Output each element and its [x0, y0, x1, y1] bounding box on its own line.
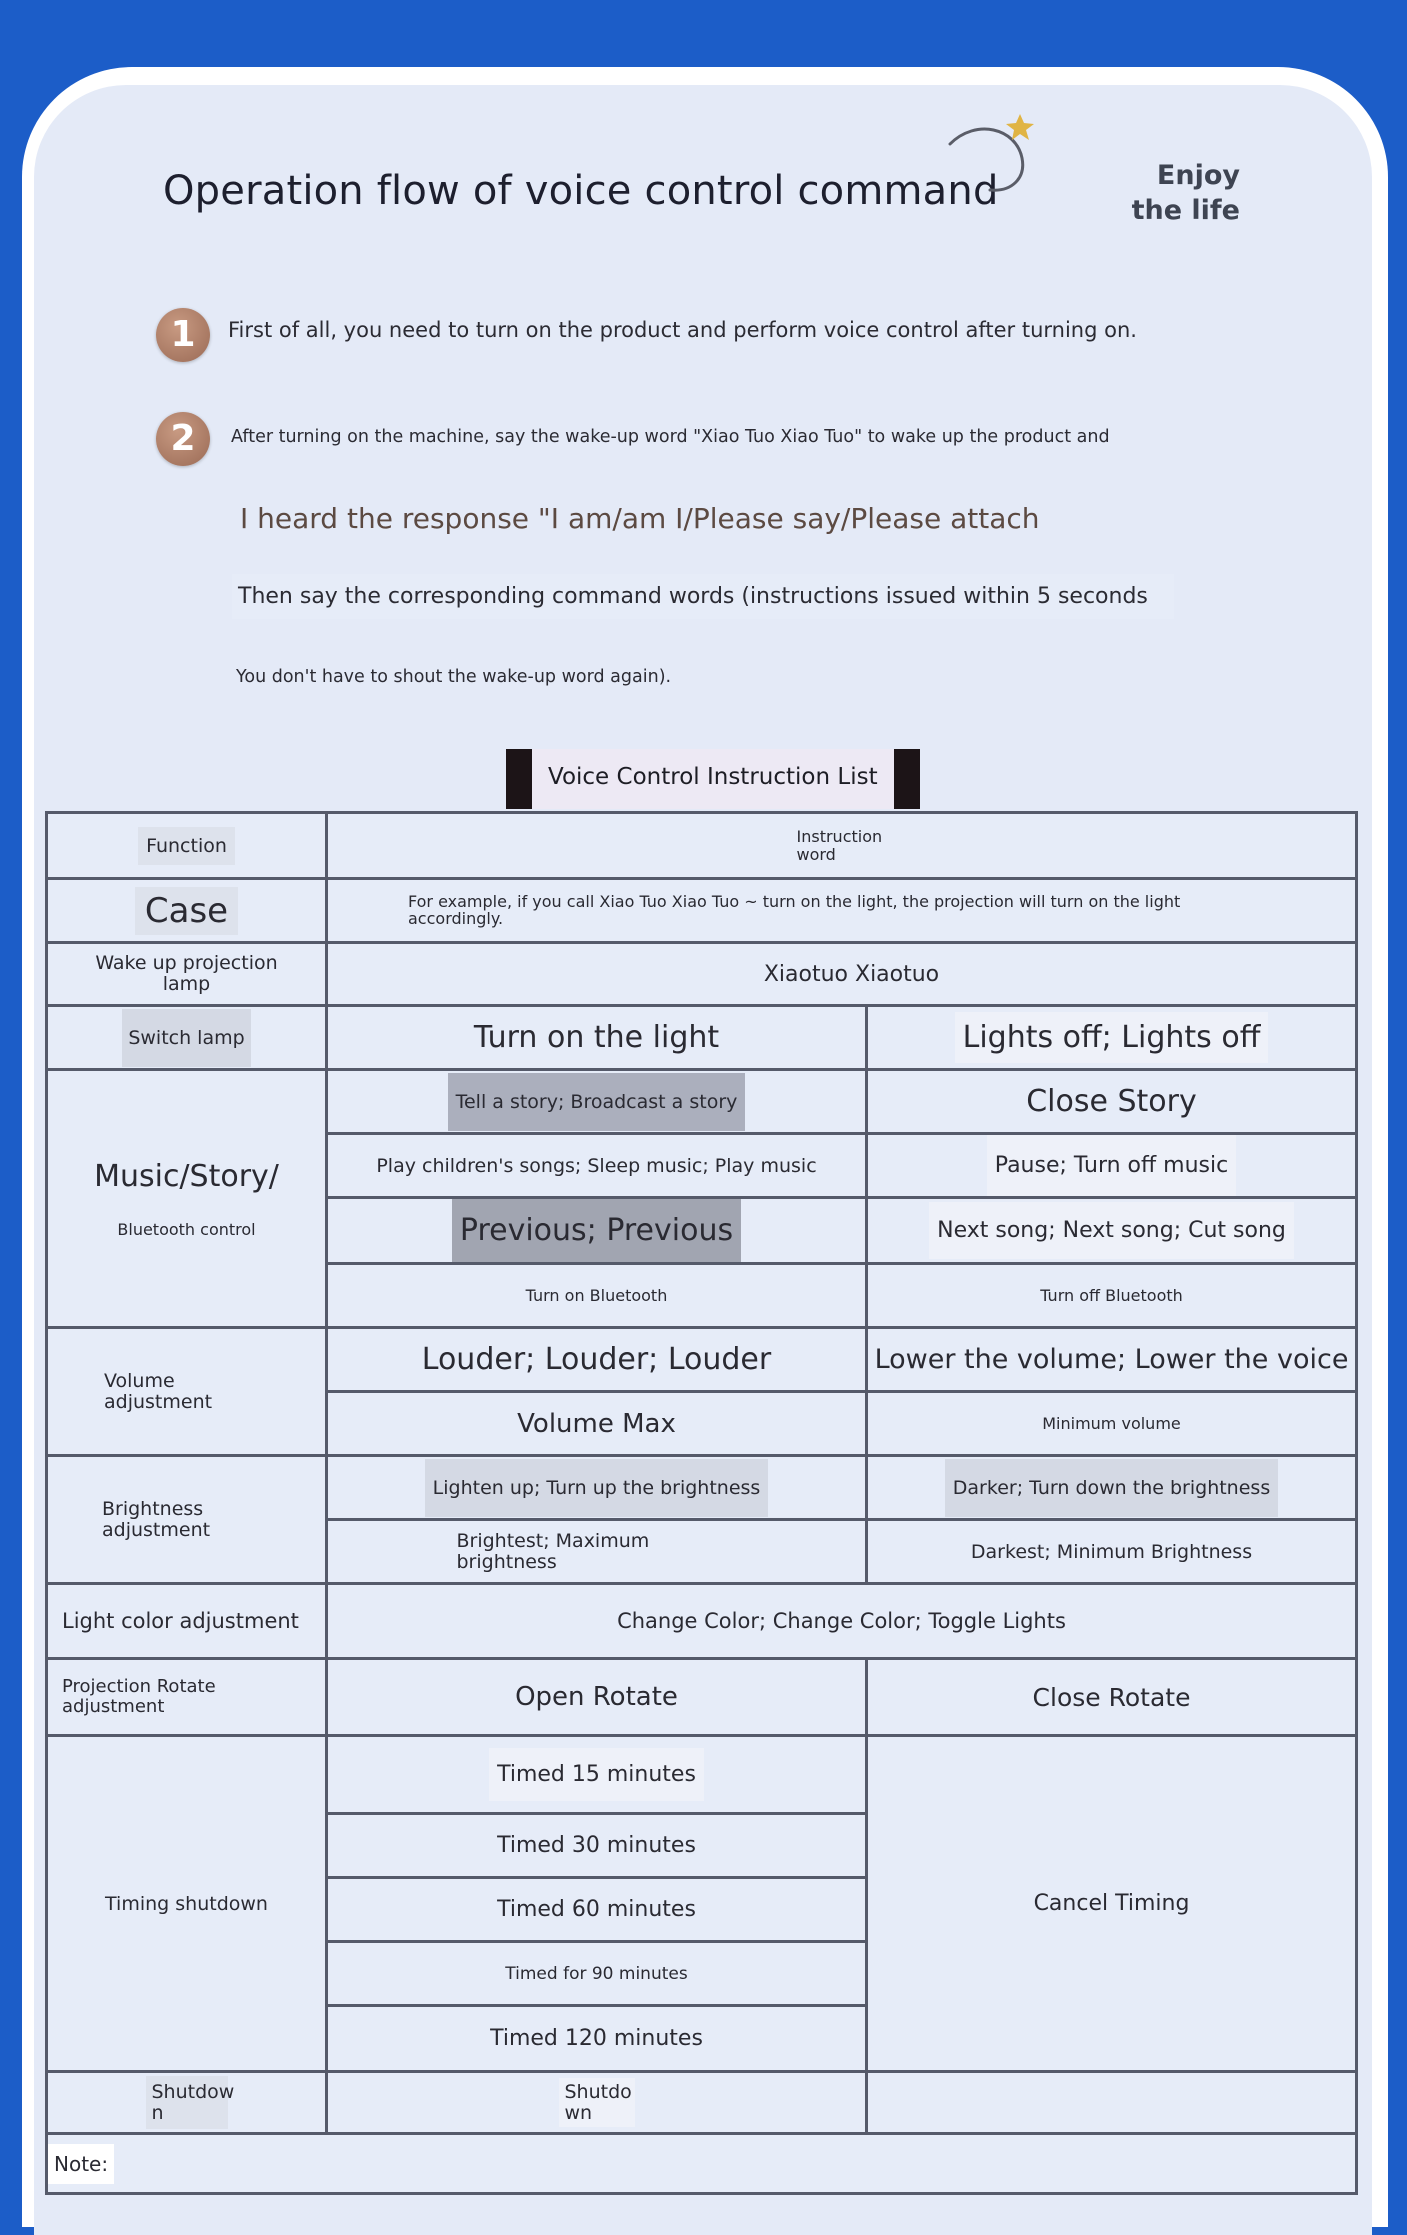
music-cmd-cell — [327, 1264, 867, 1328]
timing-option: Timed 15 minutes — [489, 1748, 704, 1801]
shutdown-word: Shutdo wn — [559, 2078, 635, 2128]
table-row-shutdown — [47, 2072, 1357, 2134]
music-cmd: Previous; Previous — [452, 1199, 741, 1262]
shutdown-function: Shutdow n — [146, 2076, 228, 2130]
timing-option-cell — [327, 1942, 867, 2006]
switch-lamp-function-cell — [47, 1006, 327, 1070]
case-label: Case — [135, 887, 238, 935]
light-color-word: Change Color; Change Color; Toggle Lights — [617, 1609, 1066, 1633]
timing-cancel: Cancel Timing — [1033, 1891, 1190, 1916]
music-cmd-off-cell — [867, 1134, 1357, 1198]
music-cmd: Turn on Bluetooth — [525, 1286, 668, 1305]
volume-cmd: Louder; Louder; Louder — [421, 1342, 772, 1377]
music-cmd-off: Turn off Bluetooth — [1040, 1286, 1183, 1305]
instruction-list-title — [506, 749, 920, 809]
header-function-cell — [47, 813, 327, 879]
timing-option-cell — [327, 2006, 867, 2072]
volume-cmd-cell — [327, 1328, 867, 1392]
table-row-timing-1 — [47, 1736, 1357, 1814]
switch-lamp-function: Switch lamp — [122, 1009, 250, 1067]
instruction-table — [45, 811, 1358, 2195]
note-label: Note: — [48, 2144, 114, 2184]
title-bar-left — [506, 749, 532, 809]
table-row-case — [47, 879, 1357, 943]
music-function-cell — [47, 1070, 327, 1328]
music-function-line-1: Music/Story/ — [94, 1158, 279, 1194]
header-function: Function — [138, 827, 235, 865]
table-row-music-1 — [47, 1070, 1357, 1134]
rotate-function-cell — [47, 1659, 327, 1736]
music-cmd-off-cell — [867, 1198, 1357, 1264]
brightness-cmd: Brightest; Maximum brightness — [456, 1529, 650, 1573]
step-1-text: First of all, you need to turn on the product and perform voice control after turning on. — [228, 318, 1137, 342]
step-1-badge: 1 — [156, 308, 210, 362]
case-label-cell — [47, 879, 327, 943]
rotate-open: Open Rotate — [515, 1682, 678, 1712]
volume-cmd-off-cell — [867, 1328, 1357, 1392]
table-row-note — [47, 2134, 1357, 2194]
timing-function-cell — [47, 1736, 327, 2072]
timing-option: Timed 120 minutes — [490, 2026, 703, 2051]
timing-option: Timed 30 minutes — [497, 1833, 696, 1858]
volume-cmd-off: Lower the volume; Lower the voice — [874, 1344, 1349, 1375]
light-color-function-cell — [47, 1584, 327, 1659]
timing-function: Timing shutdown — [105, 1892, 268, 1915]
rotate-function: Projection Rotate adjustment — [62, 1676, 216, 1717]
rotate-close: Close Rotate — [1032, 1682, 1191, 1712]
shutdown-word-cell — [327, 2072, 867, 2134]
music-cmd-off-cell — [867, 1070, 1357, 1134]
volume-function: Volume adjustment — [104, 1369, 213, 1413]
step-2-text: After turning on the machine, say the wake-up word "Xiao Tuo Xiao Tuo" to wake up the product and — [231, 427, 1110, 447]
music-cmd-cell — [327, 1070, 867, 1134]
music-cmd-cell — [327, 1134, 867, 1198]
brightness-cmd-cell — [327, 1456, 867, 1520]
volume-function-cell — [47, 1328, 327, 1456]
header-instruction: Instruction word — [796, 826, 883, 864]
timing-option: Timed 60 minutes — [497, 1897, 696, 1922]
light-color-word-cell — [327, 1584, 1357, 1659]
table-row-brightness-1 — [47, 1456, 1357, 1520]
table-row-volume-1 — [47, 1328, 1357, 1392]
light-color-function: Light color adjustment — [62, 1609, 299, 1633]
instruction-list-title-label: Voice Control Instruction List — [532, 749, 894, 809]
table-header-row — [47, 813, 1357, 879]
brightness-cmd-off-cell — [867, 1456, 1357, 1520]
brightness-cmd-off: Darker; Turn down the brightness — [945, 1459, 1278, 1517]
page-title: Operation flow of voice control command — [163, 168, 999, 214]
brightness-function-cell — [47, 1456, 327, 1584]
step-2-badge: 2 — [156, 412, 210, 466]
note-cell — [47, 2134, 1357, 2194]
volume-cmd-off-cell — [867, 1392, 1357, 1456]
timing-option-cell — [327, 1878, 867, 1942]
tagline-line-1: Enjoy — [1156, 160, 1240, 191]
step-2-command-text: Then say the corresponding command words (instructions issued within 5 seconds — [232, 574, 1174, 619]
music-cmd-off: Next song; Next song; Cut song — [929, 1202, 1294, 1259]
case-text: For example, if you call Xiao Tuo Xiao Tuo ~ turn on the light, the projection will turn on the light accordingly. — [408, 891, 1181, 929]
music-function-line-2: Bluetooth control — [117, 1219, 256, 1239]
brightness-cmd-cell — [327, 1520, 867, 1584]
tagline — [1120, 158, 1240, 228]
timing-cancel-cell — [867, 1736, 1357, 2072]
shutdown-empty-cell — [867, 2072, 1357, 2134]
music-cmd-off-cell — [867, 1264, 1357, 1328]
switch-lamp-on-cell — [327, 1006, 867, 1070]
switch-lamp-on: Turn on the light — [473, 1020, 720, 1055]
wake-word: Xiaotuo Xiaotuo — [763, 961, 940, 987]
rotate-open-cell — [327, 1659, 867, 1736]
wake-word-cell — [327, 943, 1357, 1006]
rotate-close-cell — [867, 1659, 1357, 1736]
switch-lamp-off: Lights off; Lights off — [955, 1012, 1269, 1063]
switch-lamp-off-cell — [867, 1006, 1357, 1070]
music-cmd-off: Close Story — [1026, 1084, 1197, 1119]
table-row-switch-lamp — [47, 1006, 1357, 1070]
brightness-cmd: Lighten up; Turn up the brightness — [425, 1459, 769, 1517]
wake-function-cell — [47, 943, 327, 1006]
music-cmd: Tell a story; Broadcast a story — [448, 1073, 746, 1131]
moon-star-icon — [946, 110, 1046, 200]
timing-option: Timed for 90 minutes — [505, 1963, 688, 1984]
music-cmd-cell — [327, 1198, 867, 1264]
title-bar-right — [894, 749, 920, 809]
table-row-rotate — [47, 1659, 1357, 1736]
volume-cmd-off: Minimum volume — [1042, 1414, 1181, 1433]
case-text-cell — [327, 879, 1357, 943]
shutdown-function-cell — [47, 2072, 327, 2134]
header-instruction-cell — [327, 813, 1357, 879]
timing-option-cell — [327, 1814, 867, 1878]
table-row-wake — [47, 943, 1357, 1006]
brightness-cmd-off-cell — [867, 1520, 1357, 1584]
wake-function: Wake up projection lamp — [95, 952, 278, 995]
volume-cmd: Volume Max — [517, 1408, 676, 1439]
timing-option-cell — [327, 1736, 867, 1814]
brightness-cmd-off: Darkest; Minimum Brightness — [970, 1540, 1253, 1563]
music-cmd-off: Pause; Turn off music — [987, 1135, 1236, 1196]
tagline-line-2: the life — [1131, 195, 1240, 226]
brightness-function: Brightness adjustment — [102, 1497, 211, 1541]
step-2-note-text: You don't have to shout the wake-up word again). — [236, 667, 672, 687]
step-2-response-text: I heard the response "I am/am I/Please say/Please attach — [240, 502, 1040, 535]
volume-cmd-cell — [327, 1392, 867, 1456]
music-cmd: Play children's songs; Sleep music; Play music — [376, 1154, 817, 1177]
table-row-light-color — [47, 1584, 1357, 1659]
